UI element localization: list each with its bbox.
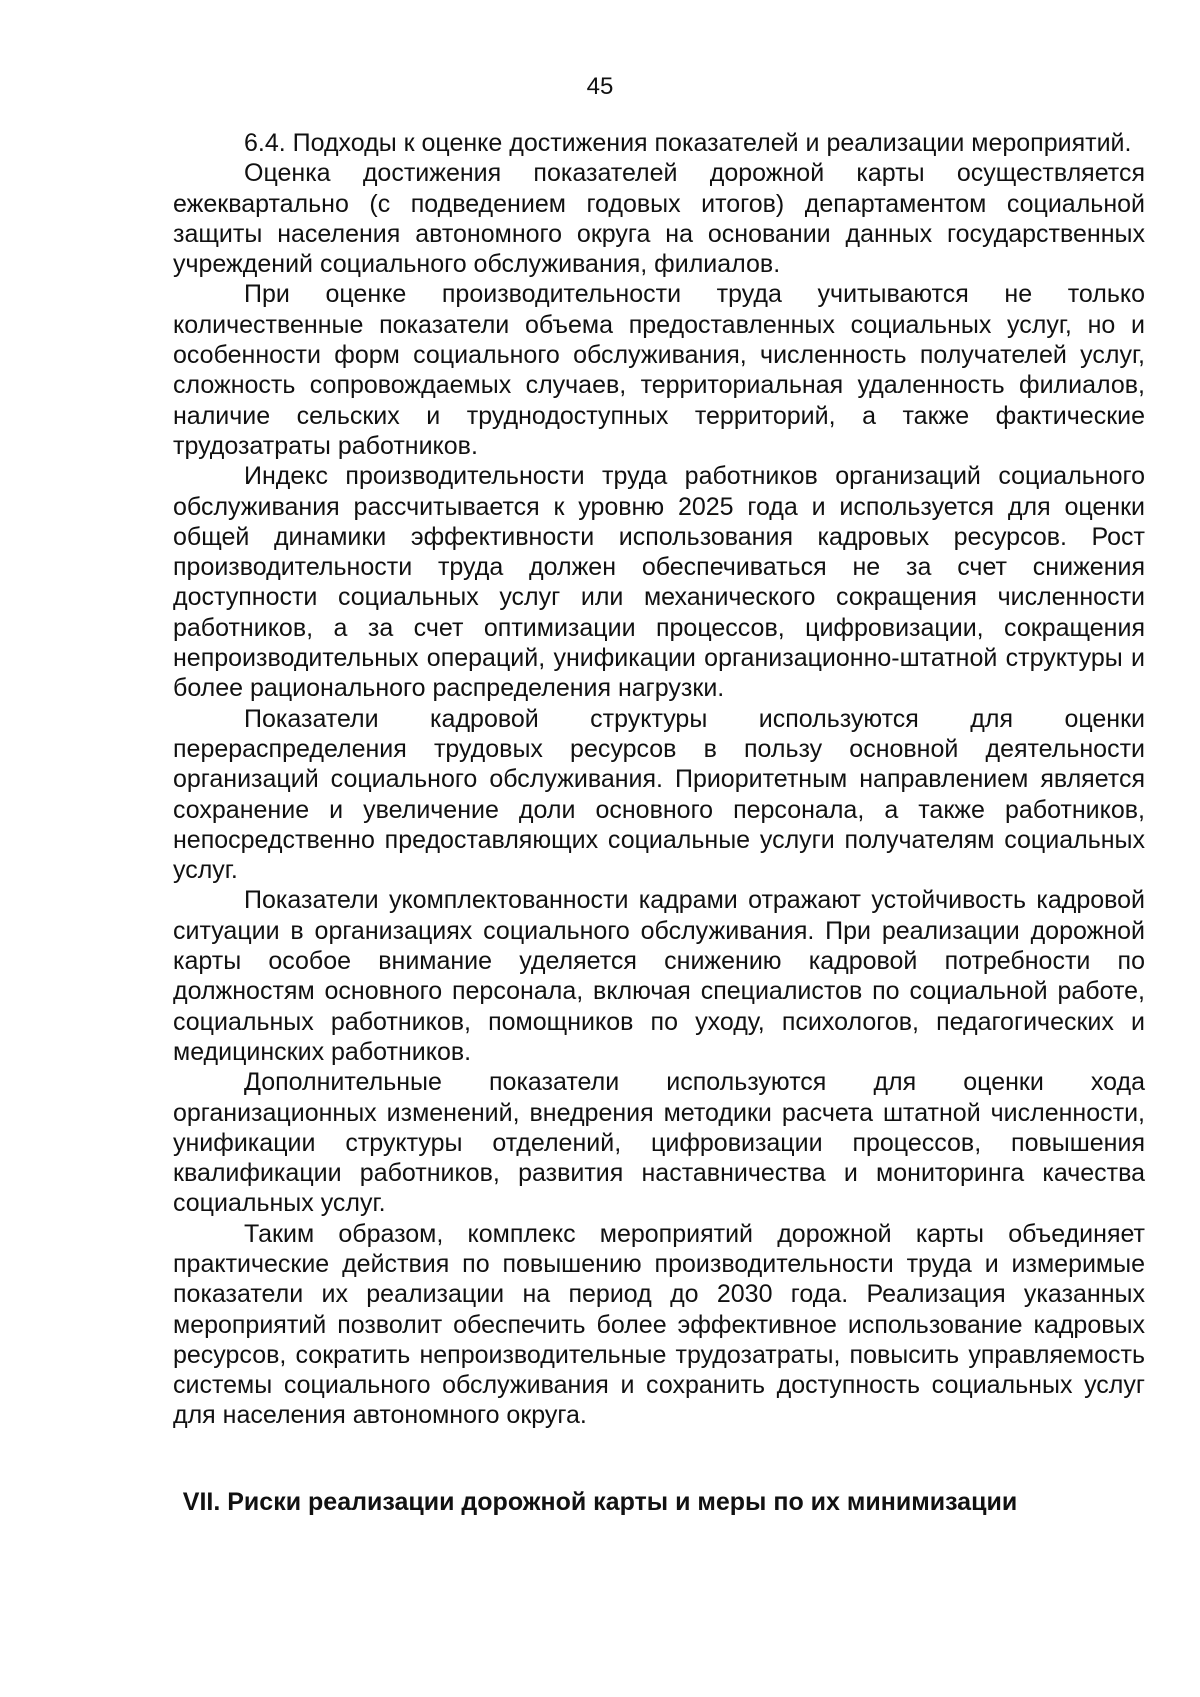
body-text [173, 128, 1145, 1431]
paragraph-staffing-levels: Показатели укомплектованности кадрами отражают устойчивость кадровой ситуации в организациях социального обслуживания. При реализации дорожной карты особое внимание уделяется снижению кадровой потребности по должностям основного персонала, включая специалистов по социальной работе, социальных работников, помощников по уходу, психологов, педагогических и медицинских работников. [173, 886, 1145, 1066]
paragraph-productivity-assessment: При оценке производительности труда учитываются не только количественные показатели объема предоставленных социальных услуг, но и особенности форм социального обслуживания, численность получателей услуг, сложность сопровождаемых случаев, территориальная удаленность филиалов, наличие сельских и труднодоступных территорий, а также фактические трудозатраты работников. [173, 280, 1145, 460]
paragraph-additional-indicators: Дополнительные показатели используются для оценки хода организационных изменений, внедрения методики расчета штатной численности, унификации структуры отделений, цифровизации процессов, повышения квалификации работников, развития наставничества и мониторинга качества социальных услуг. [173, 1068, 1145, 1218]
paragraph-subsection-6-4: 6.4. Подходы к оценке достижения показателей и реализации мероприятий. [244, 129, 1132, 157]
paragraph-conclusion: Таким образом, комплекс мероприятий дорожной карты объединяет практические действия по повышению производительности труда и измеримые показатели их реализации на период до 2030 года. Реализация указанных мероприятий позволит обеспечить более эффективное использование кадровых ресурсов, сократить непроизводительные трудозатраты, повысить управляемость системы социального обслуживания и сохранить доступность социальных услуг для населения автономного округа. [173, 1219, 1145, 1430]
paragraph-assessment-indicators: Оценка достижения показателей дорожной карты осуществляется ежеквартально (с подведением годовых итогов) департаментом социальной защиты населения автономного округа на основании данных государственных учреждений социального обслуживания, филиалов. [173, 159, 1145, 279]
paragraph-staff-structure: Показатели кадровой структуры используются для оценки перераспределения трудовых ресурсов в пользу основной деятельности организаций социального обслуживания. Приоритетным направлением является сохранение и увеличение доли основного персонала, а также работников, непосредственно предоставляющих социальные услуги получателям социальных услуг. [173, 704, 1145, 885]
paragraph-productivity-index: Индекс производительности труда работников организаций социального обслуживания рассчитывается к уровню 2025 года и используется для оценки общей динамики эффективности использования кадровых ресурсов. Рост производительности труда должен обеспечиваться не за счет снижения доступности социальных услуг или механического сокращения численности работников, а за счет оптимизации процессов, цифровизации, сокращения непроизводительных операций, унификации организационно-штатной структуры и более рационального распределения нагрузки. [173, 462, 1145, 703]
page-number: 45 [586, 73, 614, 100]
section-heading: VII. Риски реализации дорожной карты и меры по их минимизации [182, 1488, 1018, 1516]
